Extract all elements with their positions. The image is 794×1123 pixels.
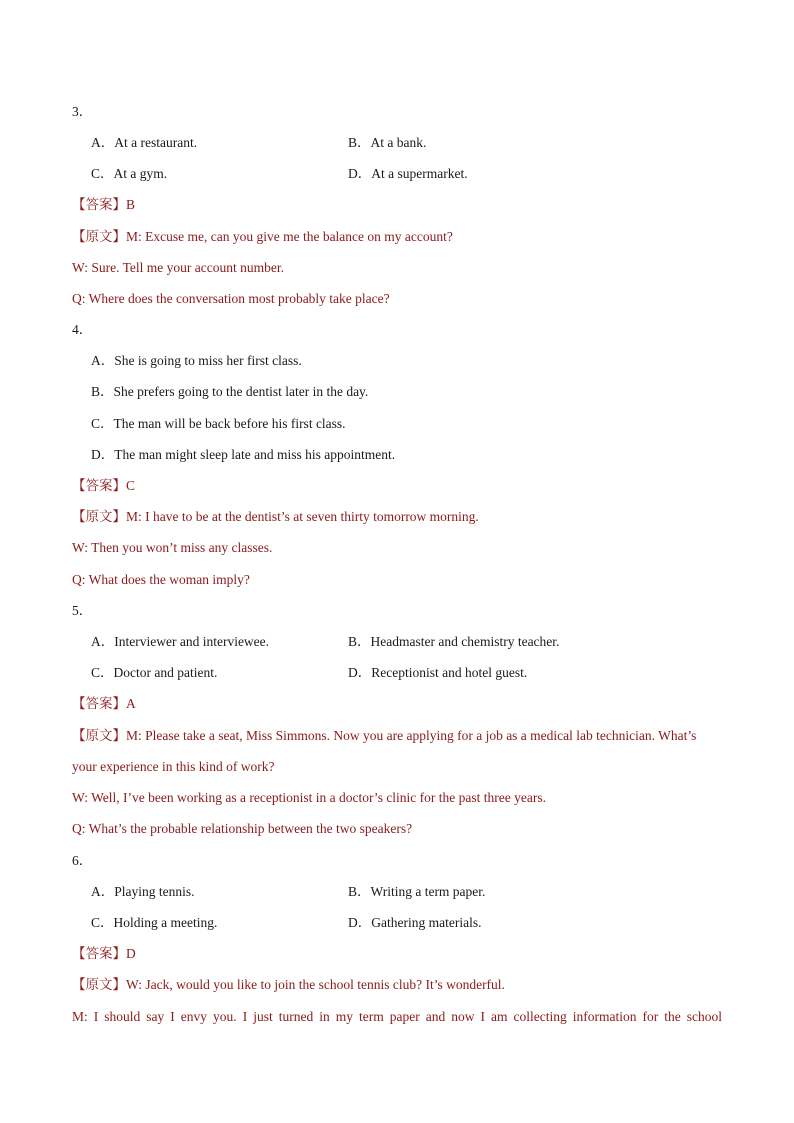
transcript-text: W: Sure. Tell me your account number. (72, 260, 284, 275)
option-c: C．Holding a meeting. (91, 915, 218, 930)
transcript-text: W: Then you won’t miss any classes. (72, 540, 273, 555)
transcript-label: 【原文】 (72, 977, 126, 992)
transcript-line (72, 976, 722, 994)
question-number: 4． (72, 322, 93, 337)
answer-value: B (126, 197, 136, 212)
answer-value: C (126, 478, 136, 493)
option-d: D．Receptionist and hotel guest. (348, 665, 528, 680)
option-d: D．The man might sleep late and miss his appointment. (91, 447, 396, 462)
question-number: 3． (72, 104, 93, 119)
transcript-text: W: Well, I’ve been working as a receptionist in a doctor’s clinic for the past three years. (72, 790, 546, 805)
option-a: A．At a restaurant. (91, 135, 198, 150)
answer-line (72, 945, 722, 963)
transcript-text: M: I should say I envy you. I just turned in my term paper and now I am collecting information for the school (72, 1009, 722, 1024)
transcript-text: M: Excuse me, can you give me the balance on my account? (126, 229, 453, 244)
answer-line (72, 695, 722, 713)
option-d: D．At a supermarket. (348, 166, 468, 181)
transcript-text: your experience in this kind of work? (72, 759, 275, 774)
answer-value: D (126, 946, 136, 961)
option-b: B．Headmaster and chemistry teacher. (348, 634, 560, 649)
transcript-label: 【原文】 (72, 229, 126, 244)
option-a: A．Interviewer and interviewee. (91, 634, 270, 649)
answer-line (72, 477, 722, 495)
option-a: A．She is going to miss her first class. (91, 353, 302, 368)
option-b: B．Writing a term paper. (348, 884, 486, 899)
answer-label: 【答案】 (72, 197, 126, 212)
option-c: C．Doctor and patient. (91, 665, 218, 680)
transcript-text: Q: Where does the conversation most probably take place? (72, 291, 390, 306)
transcript-line (72, 228, 722, 246)
option-c: C．The man will be back before his first class. (91, 416, 346, 431)
transcript-label: 【原文】 (72, 509, 126, 524)
option-b: B．She prefers going to the dentist later in the day. (91, 384, 369, 399)
question-number: 6． (72, 853, 93, 868)
question-number: 5． (72, 603, 93, 618)
option-b: B．At a bank. (348, 135, 427, 150)
transcript-text: Q: What does the woman imply? (72, 572, 250, 587)
answer-line (72, 196, 722, 214)
transcript-line (72, 508, 722, 526)
transcript-line (72, 727, 722, 745)
option-d: D．Gathering materials. (348, 915, 482, 930)
answer-label: 【答案】 (72, 946, 126, 961)
answer-value: A (126, 696, 136, 711)
transcript-text: W: Jack, would you like to join the school tennis club? It’s wonderful. (126, 977, 505, 992)
transcript-text: M: I have to be at the dentist’s at seven thirty tomorrow morning. (126, 509, 479, 524)
option-a: A．Playing tennis. (91, 884, 195, 899)
answer-label: 【答案】 (72, 696, 126, 711)
answer-label: 【答案】 (72, 478, 126, 493)
option-c: C．At a gym. (91, 166, 168, 181)
transcript-label: 【原文】 (72, 728, 126, 743)
transcript-text: M: Please take a seat, Miss Simmons. Now you are applying for a job as a medical lab technician. What’s (126, 728, 697, 743)
transcript-text: Q: What’s the probable relationship between the two speakers? (72, 821, 413, 836)
